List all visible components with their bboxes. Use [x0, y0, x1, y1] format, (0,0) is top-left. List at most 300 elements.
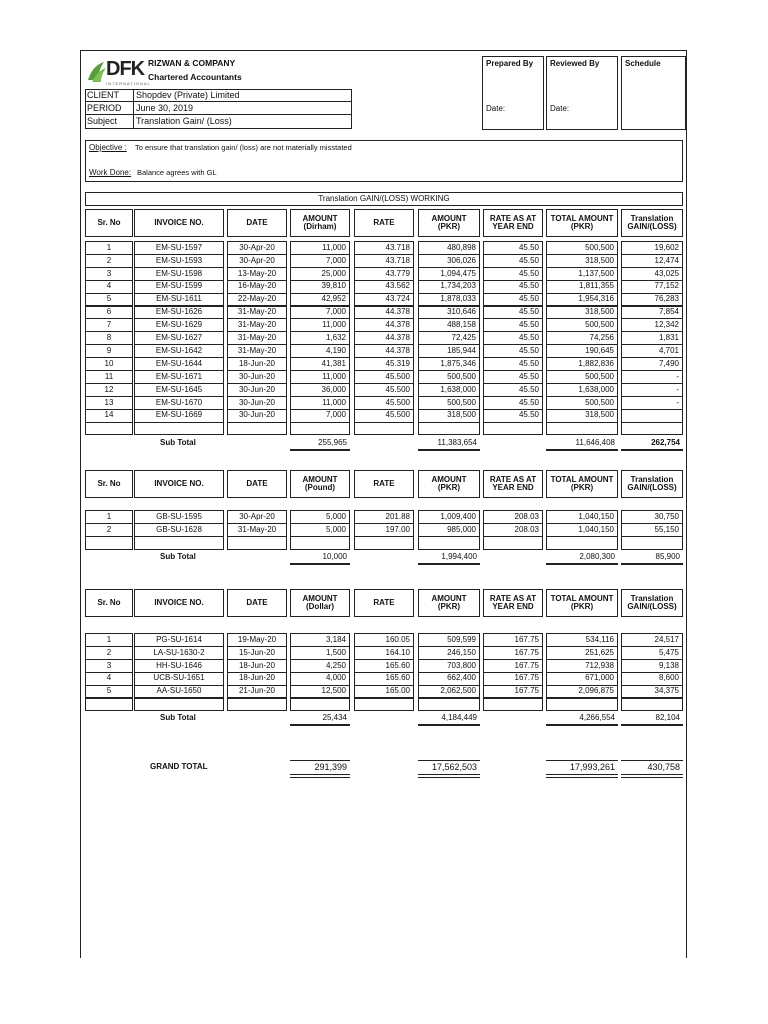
table-3-cell-amount-pkr: 662,400	[418, 672, 480, 686]
table-1-cell-amount: 42,952	[290, 293, 350, 307]
table-1-header-amount: AMOUNT (Dirham)	[290, 209, 350, 237]
page-top-border	[80, 50, 686, 51]
table-3-cell-rate-year-end: 167.75	[483, 659, 543, 673]
table-1-cell-rate-year-end: 45.50	[483, 396, 543, 410]
table-3-cell-rate: 165.00	[354, 685, 414, 699]
table-3-cell-amount: 1,500	[290, 646, 350, 660]
table-3-cell-sr-no: 4	[85, 672, 133, 686]
table-2-cell-translation-gain: 30,750	[621, 510, 683, 524]
reviewed-date-label: Date:	[550, 104, 570, 113]
table-1-cell-rate: 43.779	[354, 267, 414, 281]
table-1-cell-total-amount: 500,500	[546, 318, 618, 332]
table-1-cell-translation-gain: -	[621, 383, 683, 397]
table-1-cell-rate: 43.718	[354, 254, 414, 268]
table-2-subtotal-underline-pkr	[418, 563, 480, 565]
table-2-cell-amount: 5,000	[290, 523, 350, 537]
company-subtitle: Chartered Accountants	[148, 72, 242, 82]
table-1-cell-invoice-no: EM-SU-1671	[134, 370, 224, 384]
table-2-cell-amount-pkr	[418, 536, 480, 550]
table-1-cell-rate-year-end: 45.50	[483, 357, 543, 371]
table-1-cell-rate: 44.378	[354, 344, 414, 358]
table-3-cell-rate-year-end	[483, 698, 543, 712]
table-1-cell-rate-year-end: 45.50	[483, 254, 543, 268]
table-1-cell-rate-year-end: 45.50	[483, 370, 543, 384]
table-3-subtotal-underline-pkr	[418, 724, 480, 726]
table-2-header-rate-year-end: RATE AS AT YEAR END	[483, 470, 543, 498]
table-3-subtotal-total: 4,266,554	[579, 713, 615, 723]
table-1-cell-rate-year-end: 45.50	[483, 241, 543, 255]
table-3-cell-translation-gain: 24,517	[621, 633, 683, 647]
table-2-cell-invoice-no: GB-SU-1595	[134, 510, 224, 524]
work-done-text: Balance agrees with GL	[137, 168, 217, 177]
table-2-cell-rate-year-end: 208.03	[483, 510, 543, 524]
table-1-cell-date: 16-May-20	[227, 280, 287, 294]
table-2-subtotal-total: 2,080,300	[579, 551, 615, 561]
table-2-subtotal-underline-total	[546, 563, 618, 565]
table-1-cell-sr-no: 13	[85, 396, 133, 410]
table-1-cell-amount: 7,000	[290, 306, 350, 320]
table-1-cell-invoice-no: EM-SU-1611	[134, 293, 224, 307]
table-1-subtotal-pkr: 11,383,654	[437, 437, 477, 447]
table-1-cell-amount: 1,632	[290, 331, 350, 345]
table-1-cell-amount-pkr: 1,638,000	[418, 383, 480, 397]
table-1-subtotal-total: 11,646,408	[575, 437, 615, 447]
table-2-cell-amount-pkr: 985,000	[418, 523, 480, 537]
table-2-cell-sr-no: 2	[85, 523, 133, 537]
table-1-cell-translation-gain	[621, 422, 683, 436]
grand-total-line-amount	[290, 760, 350, 761]
table-2-subtotal-pkr: 1,994,400	[441, 551, 477, 561]
table-2-cell-amount: 5,000	[290, 510, 350, 524]
table-1-cell-rate: 43.718	[354, 241, 414, 255]
table-1-cell-amount-pkr: 480,898	[418, 241, 480, 255]
table-1-cell-translation-gain	[621, 409, 683, 423]
table-1-cell-amount: 39,810	[290, 280, 350, 294]
table-2-subtotal-label: Sub Total	[160, 551, 196, 561]
table-3-cell-rate	[354, 698, 414, 712]
table-1-cell-date: 31-May-20	[227, 344, 287, 358]
table-1-cell-rate: 43.724	[354, 293, 414, 307]
table-1-cell-amount-pkr: 318,500	[418, 409, 480, 423]
table-3-cell-sr-no: 1	[85, 633, 133, 647]
table-1-subtotal-underline-amount	[290, 449, 350, 451]
table-3-cell-rate: 160.05	[354, 633, 414, 647]
table-3-subtotal-underline-amount	[290, 724, 350, 726]
table-1-cell-total-amount: 318,500	[546, 254, 618, 268]
table-1-cell-sr-no: 7	[85, 318, 133, 332]
table-1-subtotal-label: Sub Total	[160, 437, 196, 447]
table-2-subtotal-underline-amount	[290, 563, 350, 565]
table-1-cell-amount: 11,000	[290, 396, 350, 410]
table-1-cell-date	[227, 422, 287, 436]
table-3-subtotal-gain: 82,104	[655, 713, 680, 723]
table-1-cell-rate-year-end: 45.50	[483, 280, 543, 294]
table-1-cell-sr-no: 2	[85, 254, 133, 268]
table-1-cell-amount-pkr: 306,026	[418, 254, 480, 268]
table-3-cell-translation-gain: 34,375	[621, 685, 683, 699]
table-1-cell-amount: 41,381	[290, 357, 350, 371]
table-1-cell-invoice-no: EM-SU-1629	[134, 318, 224, 332]
table-1-cell-total-amount: 500,500	[546, 370, 618, 384]
meta-col-divider	[133, 89, 134, 129]
table-3-cell-amount-pkr: 246,150	[418, 646, 480, 660]
prepared-date-label: Date:	[486, 104, 506, 113]
table-3-header-translation-gain: Translation GAIN/(LOSS)	[621, 589, 683, 617]
table-1-cell-invoice-no: EM-SU-1669	[134, 409, 224, 423]
table-3-subtotal-pkr: 4,184,449	[441, 713, 477, 723]
table-1-cell-sr-no: 12	[85, 383, 133, 397]
table-2-header-invoice-no: INVOICE NO.	[134, 470, 224, 498]
table-3-cell-amount-pkr	[418, 698, 480, 712]
table-1-cell-translation-gain: 4,701	[621, 344, 683, 358]
table-1-cell-rate: 44.378	[354, 318, 414, 332]
table-1-cell-date: 30-Jun-20	[227, 370, 287, 384]
table-2-cell-translation-gain	[621, 536, 683, 550]
table-1-header-date: DATE	[227, 209, 287, 237]
table-2-cell-rate: 201.88	[354, 510, 414, 524]
table-3-subtotal-underline-total	[546, 724, 618, 726]
table-3-cell-translation-gain: 5,475	[621, 646, 683, 660]
table-1-subtotal-amount: 255,965	[318, 437, 347, 447]
table-3-cell-rate: 164.10	[354, 646, 414, 660]
table-3-cell-amount: 4,250	[290, 659, 350, 673]
table-2-cell-rate	[354, 536, 414, 550]
table-1-header-translation-gain: Translation GAIN/(LOSS)	[621, 209, 683, 237]
grand-total-amount: 291,399	[314, 762, 347, 772]
table-1-cell-rate: 45.500	[354, 396, 414, 410]
table-2-cell-invoice-no: GB-SU-1628	[134, 523, 224, 537]
table-3-cell-sr-no	[85, 698, 133, 712]
table-1-cell-sr-no: 11	[85, 370, 133, 384]
table-3-cell-invoice-no: LA-SU-1630-2	[134, 646, 224, 660]
table-3-cell-invoice-no: AA-SU-1650	[134, 685, 224, 699]
table-2-header-translation-gain: Translation GAIN/(LOSS)	[621, 470, 683, 498]
table-2-header-amount-pkr: AMOUNT (PKR)	[418, 470, 480, 498]
table-1-subtotal-underline-pkr	[418, 449, 480, 451]
table-3-subtotal-underline-gain	[621, 724, 683, 726]
period-value: June 30, 2019	[136, 103, 194, 113]
table-1-cell-translation-gain: 7,490	[621, 357, 683, 371]
grand-total-line-gain	[621, 760, 683, 761]
table-1-cell-translation-gain: 7,854	[621, 306, 683, 320]
table-1-cell-total-amount: 1,954,316	[546, 293, 618, 307]
table-1-cell-amount: 11,000	[290, 370, 350, 384]
table-1-cell-total-amount: 1,811,355	[546, 280, 618, 294]
table-2-cell-rate-year-end	[483, 536, 543, 550]
table-1-subtotal-underline-gain	[621, 449, 683, 451]
table-1-cell-total-amount: 1,638,000	[546, 383, 618, 397]
table-1-cell-invoice-no: EM-SU-1670	[134, 396, 224, 410]
table-1-cell-sr-no: 8	[85, 331, 133, 345]
table-3-cell-total-amount: 534,116	[546, 633, 618, 647]
table-1-cell-date: 31-May-20	[227, 331, 287, 345]
work-done-label: Work Done:	[89, 168, 132, 177]
subject-label: Subject	[87, 116, 118, 126]
table-1-cell-sr-no: 10	[85, 357, 133, 371]
table-3-cell-rate-year-end: 167.75	[483, 685, 543, 699]
table-1-cell-date: 18-Jun-20	[227, 357, 287, 371]
table-3-cell-rate: 165.60	[354, 672, 414, 686]
table-1-cell-rate-year-end	[483, 422, 543, 436]
table-1-header-amount-pkr: AMOUNT (PKR)	[418, 209, 480, 237]
table-3-cell-date: 18-Jun-20	[227, 672, 287, 686]
table-1-cell-rate-year-end: 45.50	[483, 344, 543, 358]
table-1-cell-date: 30-Jun-20	[227, 396, 287, 410]
table-2-subtotal-amount: 10,000	[322, 551, 347, 561]
table-1-cell-sr-no: 5	[85, 293, 133, 307]
table-3-cell-amount-pkr: 703,800	[418, 659, 480, 673]
table-1-cell-rate-year-end: 45.50	[483, 293, 543, 307]
table-3-cell-rate: 165.60	[354, 659, 414, 673]
table-1-cell-sr-no: 9	[85, 344, 133, 358]
table-1-subtotal-gain: 262,754	[651, 437, 680, 447]
table-1-cell-total-amount: 500,500	[546, 241, 618, 255]
table-2-cell-amount-pkr: 1,009,400	[418, 510, 480, 524]
table-1-cell-rate: 45.319	[354, 357, 414, 371]
table-2-subtotal-gain: 85,900	[655, 551, 680, 561]
table-3-header-invoice-no: INVOICE NO.	[134, 589, 224, 617]
table-3-cell-sr-no: 3	[85, 659, 133, 673]
table-1-cell-rate	[354, 422, 414, 436]
table-2-header-date: DATE	[227, 470, 287, 498]
table-1-cell-amount: 11,000	[290, 318, 350, 332]
table-2-cell-date: 31-May-20	[227, 523, 287, 537]
table-1-cell-date: 30-Jun-20	[227, 409, 287, 423]
table-2-cell-translation-gain: 55,150	[621, 523, 683, 537]
table-3-cell-total-amount: 712,938	[546, 659, 618, 673]
table-3-cell-date: 21-Jun-20	[227, 685, 287, 699]
page-right-border	[686, 50, 687, 958]
table-1-cell-rate-year-end: 45.50	[483, 318, 543, 332]
grand-total-gain: 430,758	[647, 762, 680, 772]
table-2-cell-invoice-no	[134, 536, 224, 550]
table-1-cell-total-amount: 1,137,500	[546, 267, 618, 281]
table-1-cell-amount-pkr: 500,500	[418, 396, 480, 410]
table-1-cell-invoice-no: EM-SU-1599	[134, 280, 224, 294]
table-1-cell-amount-pkr: 1,878,033	[418, 293, 480, 307]
table-2-header-sr-no: Sr. No	[85, 470, 133, 498]
table-3-header-amount: AMOUNT (Dollar)	[290, 589, 350, 617]
period-label: PERIOD	[87, 103, 122, 113]
table-2-cell-date	[227, 536, 287, 550]
table-1-cell-amount-pkr: 185,944	[418, 344, 480, 358]
table-1-cell-rate: 44.378	[354, 306, 414, 320]
table-3-cell-invoice-no	[134, 698, 224, 712]
logo-text: DFK	[106, 58, 145, 80]
table-1-cell-rate-year-end: 45.50	[483, 267, 543, 281]
grand-total-line-total	[546, 760, 618, 761]
table-1-header-sr-no: Sr. No	[85, 209, 133, 237]
table-1-cell-total-amount: 74,256	[546, 331, 618, 345]
table-3-cell-amount: 3,184	[290, 633, 350, 647]
table-3-cell-sr-no: 2	[85, 646, 133, 660]
grand-total-underline-gain	[621, 774, 683, 778]
table-1-cell-total-amount: 190,645	[546, 344, 618, 358]
table-1-cell-rate-year-end: 45.50	[483, 331, 543, 345]
client-label: CLIENT	[87, 90, 120, 100]
table-2-cell-sr-no: 1	[85, 510, 133, 524]
table-1-cell-rate: 45.500	[354, 409, 414, 423]
table-1-cell-translation-gain: 12,474	[621, 254, 683, 268]
table-1-cell-invoice-no: EM-SU-1627	[134, 331, 224, 345]
table-3-header-rate: RATE	[354, 589, 414, 617]
table-1-cell-amount-pkr	[418, 422, 480, 436]
table-3-header-amount-pkr: AMOUNT (PKR)	[418, 589, 480, 617]
table-2-header-rate: RATE	[354, 470, 414, 498]
grand-total-total: 17,993,261	[569, 762, 615, 772]
table-1-cell-date: 30-Jun-20	[227, 383, 287, 397]
table-1-cell-amount: 36,000	[290, 383, 350, 397]
table-3-cell-amount-pkr: 2,062,500	[418, 685, 480, 699]
table-3-cell-date: 18-Jun-20	[227, 659, 287, 673]
table-1-cell-sr-no: 6	[85, 306, 133, 320]
table-1-cell-amount: 7,000	[290, 409, 350, 423]
logo-subtext: INTERNATIONAL	[106, 81, 151, 86]
table-3-header-total-amount: TOTAL AMOUNT (PKR)	[546, 589, 618, 617]
table-2-cell-sr-no	[85, 536, 133, 550]
table-3-cell-amount: 12,500	[290, 685, 350, 699]
table-3-cell-invoice-no: HH-SU-1646	[134, 659, 224, 673]
table-1-cell-invoice-no: EM-SU-1645	[134, 383, 224, 397]
table-3-cell-translation-gain: 8,600	[621, 672, 683, 686]
page-left-border	[80, 50, 81, 958]
table-3-cell-total-amount: 671,000	[546, 672, 618, 686]
table-1-cell-invoice-no: EM-SU-1644	[134, 357, 224, 371]
table-1-cell-translation-gain: -	[621, 396, 683, 410]
objective-label: Objective :	[89, 143, 127, 152]
table-3-cell-date: 19-May-20	[227, 633, 287, 647]
table-1-cell-invoice-no: EM-SU-1642	[134, 344, 224, 358]
table-2-cell-total-amount: 1,040,150	[546, 510, 618, 524]
table-1-cell-rate: 44.378	[354, 331, 414, 345]
table-2-header-total-amount: TOTAL AMOUNT (PKR)	[546, 470, 618, 498]
table-1-cell-amount-pkr: 500,500	[418, 370, 480, 384]
table-3-cell-amount-pkr: 509,599	[418, 633, 480, 647]
table-1-cell-amount: 4,190	[290, 344, 350, 358]
subject-value: Translation Gain/ (Loss)	[136, 116, 232, 126]
table-1-cell-date: 30-Apr-20	[227, 241, 287, 255]
table-3-cell-total-amount: 251,625	[546, 646, 618, 660]
table-1-cell-sr-no: 1	[85, 241, 133, 255]
table-1-cell-amount: 25,000	[290, 267, 350, 281]
table-1-subtotal-underline-total	[546, 449, 618, 451]
company-name: RIZWAN & COMPANY	[148, 58, 236, 68]
table-1-cell-invoice-no: EM-SU-1593	[134, 254, 224, 268]
table-3-cell-rate-year-end: 167.75	[483, 672, 543, 686]
table-1-cell-invoice-no: EM-SU-1597	[134, 241, 224, 255]
table-2-cell-rate-year-end: 208.03	[483, 523, 543, 537]
table-2-cell-rate: 197.00	[354, 523, 414, 537]
table-1-cell-invoice-no	[134, 422, 224, 436]
table-1-cell-total-amount: 318,500	[546, 409, 618, 423]
schedule-label: Schedule	[625, 59, 661, 68]
table-1-cell-date: 13-May-20	[227, 267, 287, 281]
table-1-cell-invoice-no: EM-SU-1598	[134, 267, 224, 281]
table-1-cell-translation-gain: 1,831	[621, 331, 683, 345]
table-1-cell-translation-gain: 76,283	[621, 293, 683, 307]
table-1-cell-translation-gain: -	[621, 370, 683, 384]
table-1-cell-total-amount: 1,882,836	[546, 357, 618, 371]
table-1-cell-rate-year-end: 45.50	[483, 409, 543, 423]
objective-text: To ensure that translation gain/ (loss) are not materially misstated	[135, 143, 352, 152]
table-1-header-rate: RATE	[354, 209, 414, 237]
table-1-cell-date: 22-May-20	[227, 293, 287, 307]
grand-total-line-pkr	[418, 760, 480, 761]
grand-total-underline-pkr	[418, 774, 480, 778]
table-3-cell-translation-gain: 9,138	[621, 659, 683, 673]
table-1-cell-amount-pkr: 488,158	[418, 318, 480, 332]
table-2-cell-date: 30-Apr-20	[227, 510, 287, 524]
table-1-cell-amount-pkr: 1,734,203	[418, 280, 480, 294]
table-3-cell-sr-no: 5	[85, 685, 133, 699]
table-1-header-rate-year-end: RATE AS AT YEAR END	[483, 209, 543, 237]
table-3-subtotal-label: Sub Total	[160, 713, 196, 723]
table-1-cell-amount-pkr: 310,646	[418, 306, 480, 320]
meta-divider-1	[85, 101, 352, 102]
table-1-cell-invoice-no: EM-SU-1626	[134, 306, 224, 320]
table-1-cell-sr-no: 14	[85, 409, 133, 423]
table-1-cell-date: 30-Apr-20	[227, 254, 287, 268]
table-1-cell-total-amount: 318,500	[546, 306, 618, 320]
table-2-header-amount: AMOUNT (Pound)	[290, 470, 350, 498]
table-1-cell-sr-no: 4	[85, 280, 133, 294]
table-2-cell-amount	[290, 536, 350, 550]
table-3-cell-amount	[290, 698, 350, 712]
table-1-cell-amount-pkr: 72,425	[418, 331, 480, 345]
table-1-cell-amount-pkr: 1,875,346	[418, 357, 480, 371]
grand-total-underline-total	[546, 774, 618, 778]
table-1-cell-translation-gain: 12,342	[621, 318, 683, 332]
table-3-subtotal-amount: 25,434	[322, 713, 347, 723]
table-1-cell-date: 31-May-20	[227, 306, 287, 320]
table-3-cell-rate-year-end: 167.75	[483, 633, 543, 647]
grand-total-label: GRAND TOTAL	[150, 762, 208, 771]
reviewed-by-label: Reviewed By	[550, 59, 600, 68]
table-3-header-sr-no: Sr. No	[85, 589, 133, 617]
table-1-cell-amount	[290, 422, 350, 436]
table-3-cell-date	[227, 698, 287, 712]
table-1-cell-sr-no: 3	[85, 267, 133, 281]
section-title: Translation GAIN/(LOSS) WORKING	[85, 192, 683, 206]
table-3-header-rate-year-end: RATE AS AT YEAR END	[483, 589, 543, 617]
table-3-header-date: DATE	[227, 589, 287, 617]
table-1-cell-rate-year-end: 45.50	[483, 306, 543, 320]
table-1-header-invoice-no: INVOICE NO.	[134, 209, 224, 237]
table-3-cell-invoice-no: PG-SU-1614	[134, 633, 224, 647]
table-2-cell-total-amount: 1,040,150	[546, 523, 618, 537]
table-1-cell-sr-no	[85, 422, 133, 436]
table-1-cell-total-amount: 500,500	[546, 396, 618, 410]
table-1-cell-amount-pkr: 1,094,475	[418, 267, 480, 281]
table-1-cell-amount: 11,000	[290, 241, 350, 255]
prepared-by-label: Prepared By	[486, 59, 534, 68]
grand-total-pkr: 17,562,503	[431, 762, 477, 772]
table-3-cell-total-amount: 2,096,875	[546, 685, 618, 699]
table-1-cell-rate: 45.500	[354, 370, 414, 384]
table-1-cell-translation-gain: 19,602	[621, 241, 683, 255]
table-1-header-total-amount: TOTAL AMOUNT (PKR)	[546, 209, 618, 237]
table-3-cell-translation-gain	[621, 698, 683, 712]
table-3-cell-amount: 4,000	[290, 672, 350, 686]
table-1-cell-translation-gain: 43,025	[621, 267, 683, 281]
table-1-cell-translation-gain: 77,152	[621, 280, 683, 294]
table-3-cell-total-amount	[546, 698, 618, 712]
table-3-cell-date: 15-Jun-20	[227, 646, 287, 660]
table-2-cell-total-amount	[546, 536, 618, 550]
table-1-cell-rate: 43.562	[354, 280, 414, 294]
table-1-cell-rate-year-end: 45.50	[483, 383, 543, 397]
grand-total-underline-amount	[290, 774, 350, 778]
